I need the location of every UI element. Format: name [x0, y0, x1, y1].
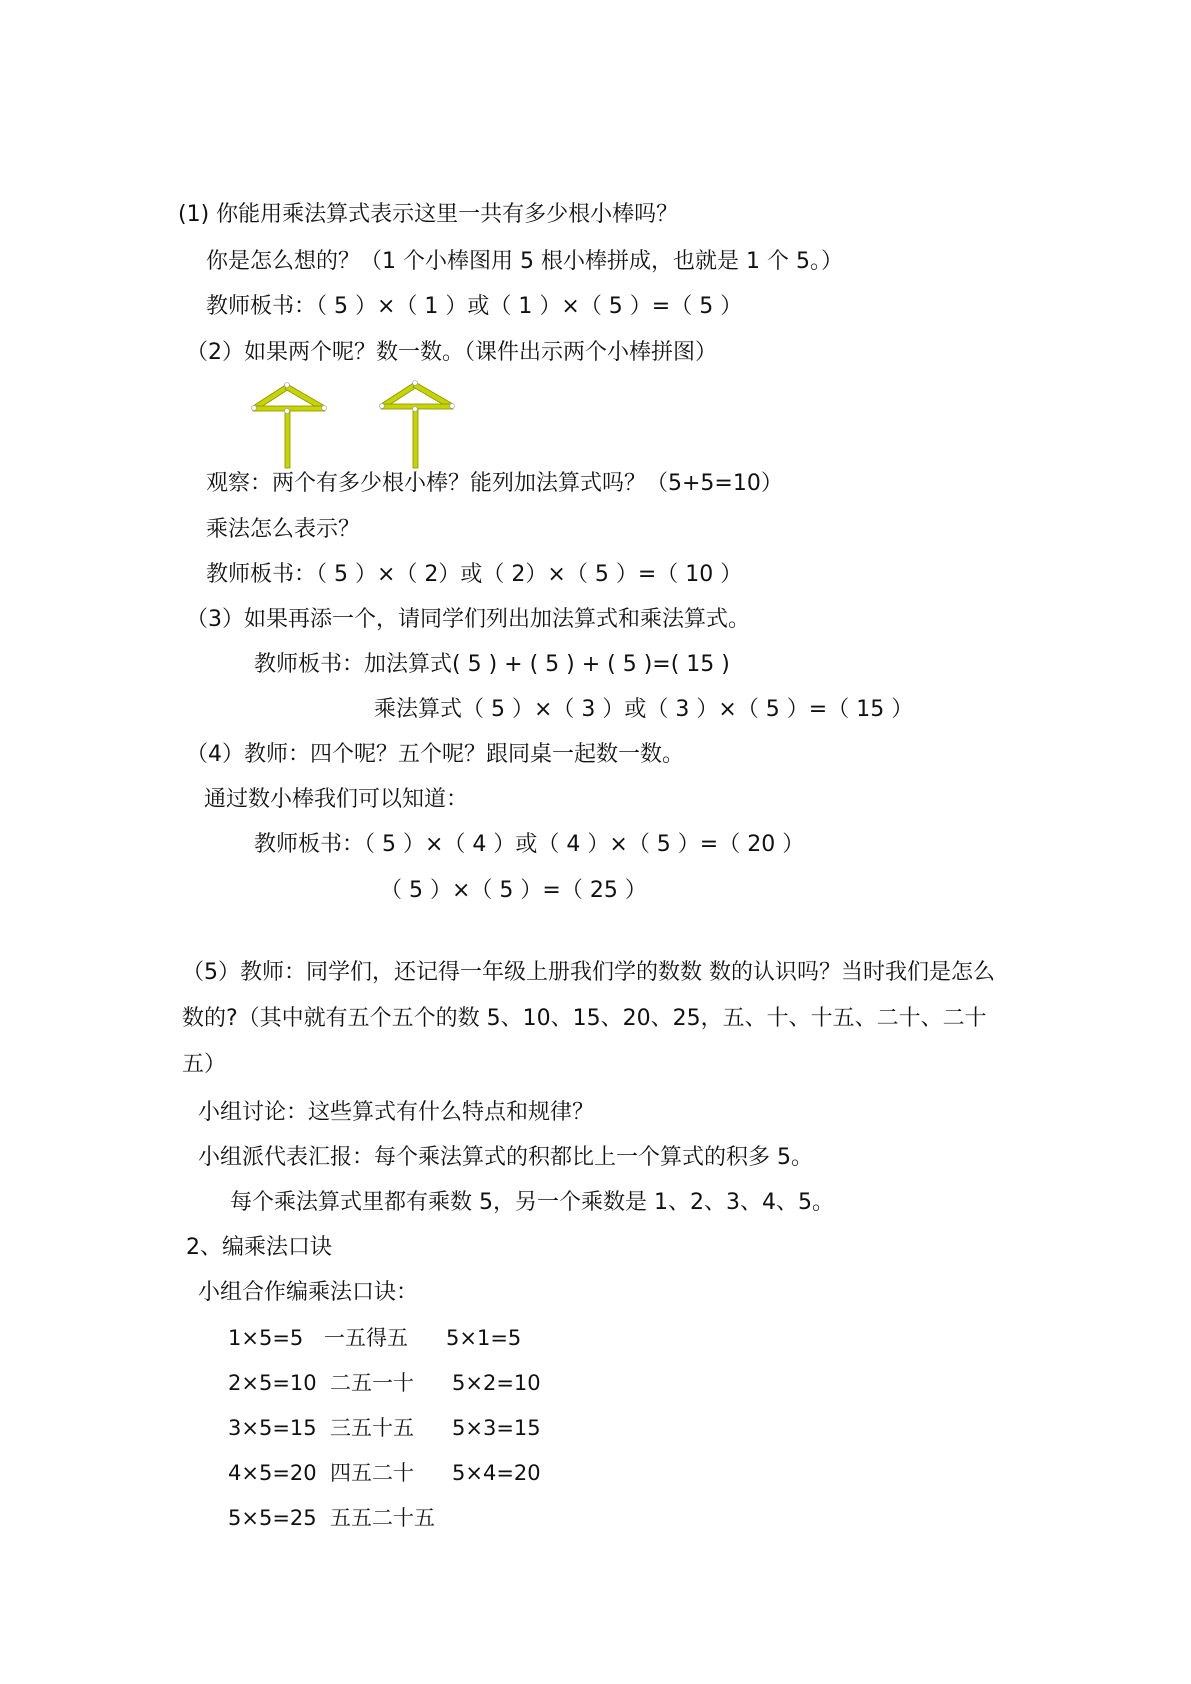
- equation-left: 1×5=5: [228, 1326, 304, 1350]
- equation-right: 5×4=20: [452, 1461, 541, 1485]
- equation-left: 2×5=10: [228, 1371, 317, 1395]
- rhyme: 一五得五: [324, 1326, 408, 1350]
- section-heading: 2、编乘法口诀: [186, 1235, 332, 1260]
- equation-right: 5×3=15: [452, 1416, 541, 1440]
- equation-left: 4×5=20: [228, 1461, 317, 1485]
- stick-figures: [250, 380, 490, 470]
- line-13: 教师板书：（ 5 ）×（ 4 ）或（ 4 ）×（ 5 ）=（ 20 ）: [254, 832, 805, 857]
- line-8: （3）如果再添一个，请同学们列出加法算式和乘法算式。: [186, 607, 750, 632]
- rhyme: 五五二十五: [330, 1506, 435, 1530]
- line-4: （2）如果两个呢？数一数。（课件出示两个小棒拼图）: [186, 340, 717, 365]
- line-12: 通过数小棒我们可以知道：: [204, 787, 469, 812]
- rhyme: 三五十五: [330, 1416, 414, 1440]
- stick-figure-2: [380, 381, 455, 469]
- line-11: （4）教师：四个呢？五个呢？跟同桌一起数一数。: [186, 742, 684, 767]
- equation-right: 5×1=5: [446, 1326, 522, 1350]
- line-17: 小组派代表汇报：每个乘法算式的积都比上一个算式的积多 5。: [198, 1145, 813, 1170]
- equation-left: 3×5=15: [228, 1416, 317, 1440]
- line-16: 小组讨论：这些算式有什么特点和规律？: [198, 1100, 595, 1125]
- line-20: 小组合作编乘法口诀：: [198, 1280, 419, 1305]
- line-2: 你是怎么想的？（1 个小棒图用 5 根小棒拼成，也就是 1 个 5。）: [206, 249, 843, 274]
- equation-right: 5×2=10: [452, 1371, 541, 1395]
- line-10: 乘法算式（ 5 ）×（ 3 ）或（ 3 ）×（ 5 ）=（ 15 ）: [374, 697, 914, 722]
- rhyme: 四五二十: [330, 1461, 414, 1485]
- paragraph-5: （5）教师：同学们，还记得一年级上册我们学的数数 数的认识吗？当时我们是怎么数的?（其中就有五个五个的数 5、10、15、20、25，五、十、十五、二十、二十五）: [182, 960, 995, 1077]
- line-18: 每个乘法算式里都有乘数 5，另一个乘数是 1、2、3、4、5。: [230, 1190, 834, 1215]
- line-9: 教师板书：加法算式( 5 ) + ( 5 ) + ( 5 )=( 15 ): [254, 652, 730, 677]
- stick-figure-1: [252, 383, 327, 469]
- line-5: 观察：两个有多少根小棒？能列加法算式吗？（5+5=10）: [206, 471, 783, 496]
- line-14: （ 5 ）×（ 5 ）=（ 25 ）: [380, 878, 647, 903]
- line-7: 教师板书：（ 5 ）×（ 2）或（ 2）×（ 5 ）=（ 10 ）: [206, 562, 743, 587]
- line-3: 教师板书：（ 5 ）×（ 1 ）或（ 1 ）×（ 5 ）=（ 5 ）: [206, 294, 743, 319]
- equation-left: 5×5=25: [228, 1506, 317, 1530]
- line-1: (1) 你能用乘法算式表示这里一共有多少根小棒吗？: [178, 202, 679, 227]
- line-6: 乘法怎么表示？: [206, 517, 361, 542]
- rhyme: 二五一十: [330, 1371, 414, 1395]
